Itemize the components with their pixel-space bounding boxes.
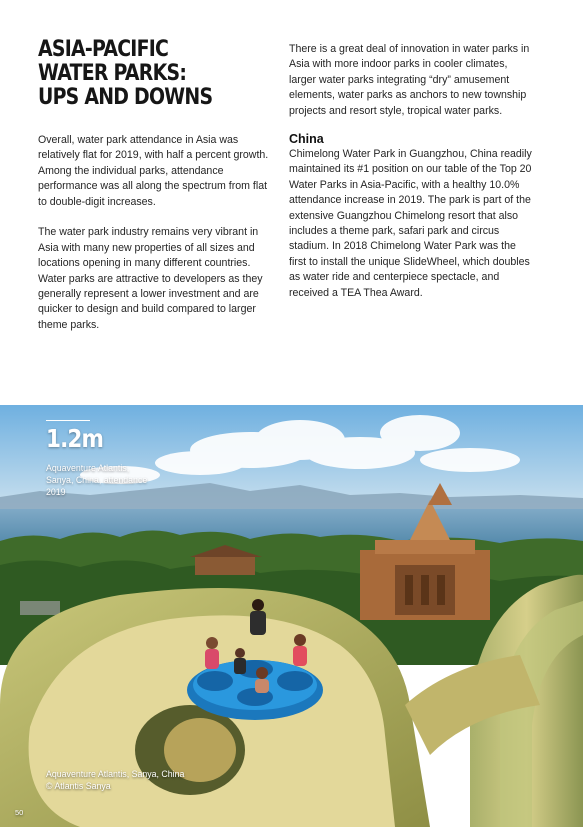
right-text-column <box>289 42 532 316</box>
body-paragraph: Chimelong Water Park in Guangzhou, China readily maintained its #1 position on our table of the Top 20 Water Parks in Asia-Pacific, with a healthy 10.0% attendance increase in 2019. The park is part of the extensive Guangzhou Chimelong resort that also includes a theme park, safari park and circus stadium. In 2018 Chimelong Water Park was the first to install the unique SlideWheel, which doubles as water ride and centerpiece spectacle, and received a TEA Thea Award. <box>289 148 532 299</box>
photo-caption-title: Aquaventure Atlantis, Sanya, China <box>46 769 185 779</box>
title-line: UPS AND DOWNS <box>38 84 213 110</box>
left-text-column <box>38 133 274 349</box>
body-paragraph: There is a great deal of innovation in water parks in Asia with more indoor parks in cooler climates, larger water parks integrating “dry” amusement elements, water parks as anchors to new township projects and resort style, tropical water parks. <box>289 43 530 117</box>
photo-credit: © Atlantis Sanya <box>46 781 111 791</box>
inflatable-raft <box>187 660 323 720</box>
body-paragraph: The water park industry remains very vibrant in Asia with many new properties of all sizes and locations opening in many different countries. Water parks are attractive to developers as they generally represent a lower investment and are quicker to design and build compared to larger theme parks. <box>38 226 263 331</box>
title-line: ASIA-PACIFIC <box>38 36 169 62</box>
section-heading-china: China <box>289 132 324 147</box>
body-paragraph: Overall, water park attendance in Asia was relatively flat for 2019, with half a percent growth. Among the individual parks, attendance performance was all along the spectrum from flat to double-digit increases. <box>38 134 269 208</box>
attendance-stat-caption: Aquaventure Atlantis, Sanya, China, attendance 2019 <box>46 463 148 497</box>
page-title <box>38 37 231 109</box>
photo-caption <box>46 768 184 792</box>
attendance-stat: 1.2m <box>46 424 104 453</box>
stat-divider <box>46 420 90 421</box>
page-number: 50 <box>15 808 24 817</box>
title-line: WATER PARKS: <box>38 60 187 86</box>
